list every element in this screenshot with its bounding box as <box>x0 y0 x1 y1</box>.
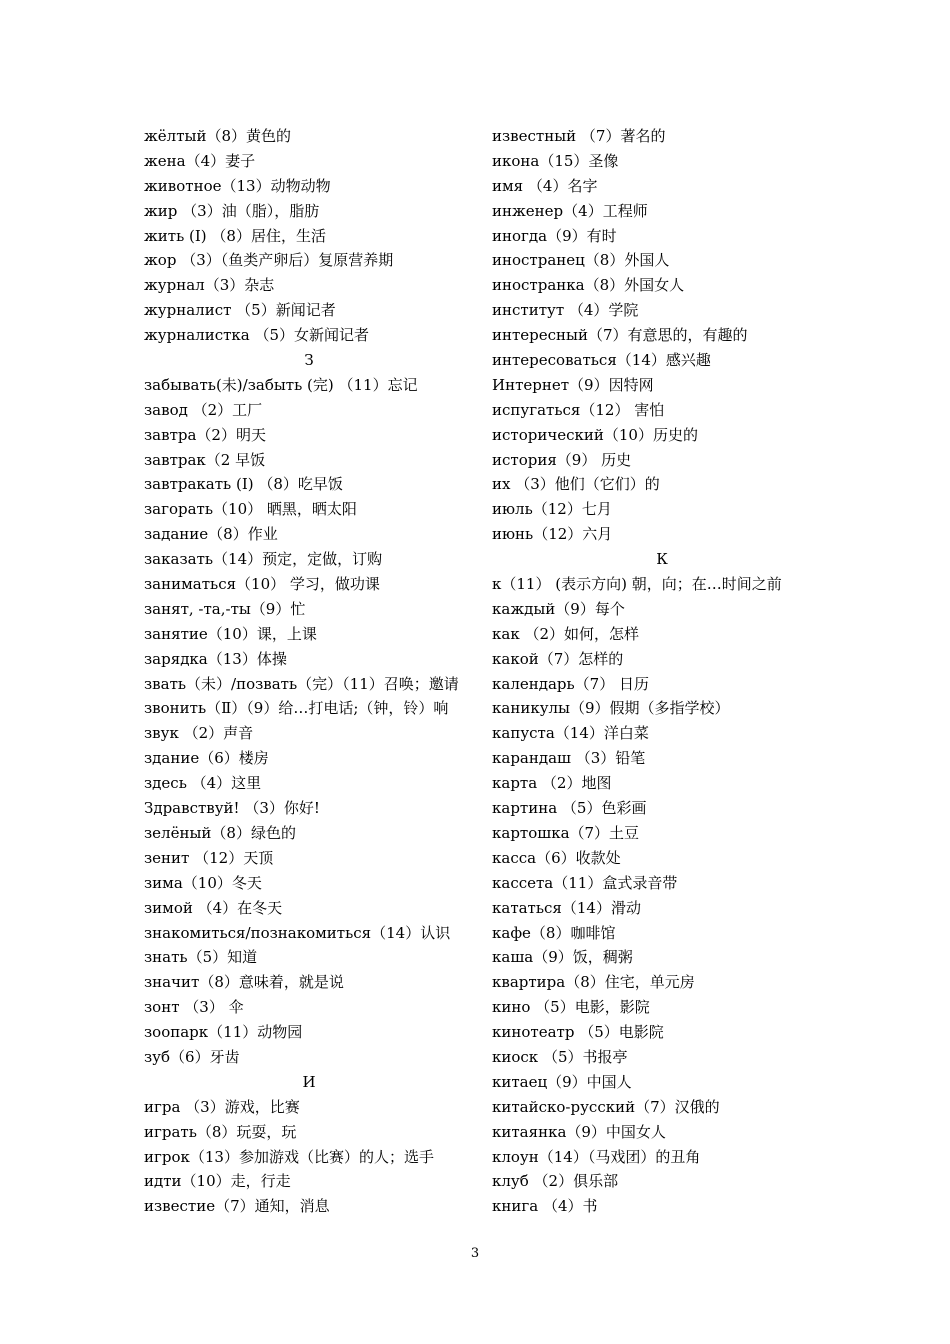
vocabulary-entry: завтракать (Ⅰ) （8）吃早饭 <box>144 475 343 494</box>
section-letter-heading: З <box>304 351 314 370</box>
vocabulary-entry: жёлтый（8）黄色的 <box>144 127 291 145</box>
vocabulary-entry: карандаш （3）铅笔 <box>492 749 646 768</box>
vocabulary-entry: июль（12）七月 <box>492 500 612 519</box>
vocabulary-entry: зимой （4）在冬天 <box>144 898 283 917</box>
vocabulary-entry: здесь （4）这里 <box>144 774 262 793</box>
vocabulary-entry: интересоваться（14）感兴趣 <box>492 351 711 370</box>
vocabulary-entry: их （3）他们（它们）的 <box>492 475 660 494</box>
vocabulary-entry: иногда（9）有时 <box>492 226 617 245</box>
vocabulary-entry: звук （2）声音 <box>144 724 254 743</box>
vocabulary-entry: жить (Ⅰ) （8）居住，生活 <box>144 226 326 245</box>
vocabulary-entry: задание（8）作业 <box>144 525 278 544</box>
vocabulary-entry: картина （5）色彩画 <box>492 799 647 818</box>
vocabulary-entry: значит（8）意味着，就是说 <box>144 973 344 992</box>
vocabulary-entry: завтрак（2 早饭 <box>144 450 266 469</box>
vocabulary-entry: жор （3）（鱼类产卵后）复原营养期 <box>144 251 394 270</box>
vocabulary-entry: квартира（8）住宅，单元房 <box>492 973 695 992</box>
vocabulary-entry: картошка（7）土豆 <box>492 823 640 842</box>
vocabulary-entry: занят, -та,-ты（9）忙 <box>144 599 306 618</box>
section-letter-heading: И <box>302 1072 316 1091</box>
vocabulary-entry: иностранка（8）外国女人 <box>492 276 685 295</box>
section-letter-heading: К <box>656 550 668 569</box>
vocabulary-entry: киоск （5）书报亭 <box>492 1047 628 1066</box>
vocabulary-entry: журналист （5）新闻记者 <box>144 301 336 320</box>
vocabulary-entry: заниматься（10） 学习，做功课 <box>144 575 380 594</box>
vocabulary-entry: жир （3）油（脂），脂肪 <box>144 201 320 220</box>
vocabulary-entry: кино （5）电影，影院 <box>492 998 650 1017</box>
vocabulary-entry: известие（7）通知，消息 <box>144 1197 330 1216</box>
vocabulary-entry: испугаться（12） 害怕 <box>492 400 665 419</box>
vocabulary-entry: кассета（11）盒式录音带 <box>492 873 678 892</box>
vocabulary-entry: загорать（10） 晒黑，晒太阳 <box>144 500 357 519</box>
vocabulary-entry: китайско-русский（7）汉俄的 <box>492 1097 720 1116</box>
vocabulary-entry: зима（10）冬天 <box>144 873 262 892</box>
vocabulary-entry: китаец（9）中国人 <box>492 1072 632 1091</box>
vocabulary-entry: каникулы（9）假期（多指学校） <box>492 699 730 718</box>
vocabulary-entry: исторический（10）历史的 <box>492 425 698 444</box>
vocabulary-entry: забывать(未)/забыть (完) （11）忘记 <box>144 375 418 394</box>
vocabulary-entry: интересный（7）有意思的，有趣的 <box>492 326 748 345</box>
vocabulary-entry: зелёный（8）绿色的 <box>144 823 296 842</box>
vocabulary-entry: звать（未）/позвать（完）（11）召唤；邀请 <box>144 674 459 693</box>
vocabulary-entry: животное（13）动物动物 <box>144 176 331 195</box>
vocabulary-entry: инженер（4）工程师 <box>492 201 648 220</box>
vocabulary-entry: звонить（Ⅱ）（9）给…打电话;（钟，铃）响 <box>144 699 449 718</box>
vocabulary-entry: имя （4）名字 <box>492 176 598 195</box>
vocabulary-entry: игра （3）游戏，比赛 <box>144 1097 300 1116</box>
page-number: 3 <box>470 1246 480 1261</box>
vocabulary-entry: книга （4）书 <box>492 1197 598 1216</box>
vocabulary-entry: зуб（6）牙齿 <box>144 1047 240 1066</box>
vocabulary-entry: здание（6）楼房 <box>144 749 269 768</box>
vocabulary-entry: игрок（13）参加游戏（比赛）的人；选手 <box>144 1147 434 1166</box>
vocabulary-entry: завтра（2）明天 <box>144 425 266 444</box>
vocabulary-entry: касса（6）收款处 <box>492 848 621 867</box>
left-column <box>144 124 474 1219</box>
vocabulary-entry: кафе（8）咖啡馆 <box>492 923 616 942</box>
vocabulary-entry: клуб （2）俱乐部 <box>492 1172 619 1191</box>
right-column <box>492 124 832 1219</box>
vocabulary-entry: известный （7）著名的 <box>492 127 666 145</box>
vocabulary-entry: капуста（14）洋白菜 <box>492 724 649 743</box>
vocabulary-entry: занятие（10）课，上课 <box>144 624 317 643</box>
vocabulary-entry: играть（8）玩耍，玩 <box>144 1122 297 1141</box>
vocabulary-entry: заказать（14）预定，定做，订购 <box>144 550 383 569</box>
vocabulary-entry: завод （2）工厂 <box>144 400 263 419</box>
vocabulary-entry: кинотеатр （5）电影院 <box>492 1023 664 1042</box>
vocabulary-entry: как （2）如何，怎样 <box>492 624 640 643</box>
vocabulary-entry: зарядка（13）体操 <box>144 649 287 668</box>
vocabulary-entry: кататься（14）滑动 <box>492 898 641 917</box>
vocabulary-entry: к（11） (表示方向) 朝，向；在…时间之前 <box>492 575 782 594</box>
vocabulary-entry: карта （2）地图 <box>492 774 612 793</box>
vocabulary-entry: календарь（7） 日历 <box>492 674 649 693</box>
vocabulary-entry: зоопарк（11）动物园 <box>144 1023 303 1042</box>
vocabulary-entry: Интернет（9）因特网 <box>492 375 654 394</box>
vocabulary-entry: история（9） 历史 <box>492 450 632 469</box>
vocabulary-entry: иностранец（8）外国人 <box>492 251 670 270</box>
vocabulary-entry: клоун（14）（马戏团）的丑角 <box>492 1147 701 1166</box>
vocabulary-entry: каша（9）饭，稠粥 <box>492 948 633 967</box>
vocabulary-entry: знать（5）知道 <box>144 948 258 967</box>
vocabulary-entry: идти（10）走，行走 <box>144 1172 291 1191</box>
vocabulary-entry: китаянка（9）中国女人 <box>492 1122 666 1141</box>
vocabulary-entry: зенит （12）天顶 <box>144 848 274 867</box>
vocabulary-entry: жена（4）妻子 <box>144 151 256 170</box>
vocabulary-entry: знакомиться/познакомиться（14）认识 <box>144 923 451 942</box>
vocabulary-entry: июнь（12）六月 <box>492 525 613 544</box>
vocabulary-entry: журналистка （5）女新闻记者 <box>144 326 370 345</box>
vocabulary-entry: институт （4）学院 <box>492 301 639 320</box>
vocabulary-entry: зонт （3） 伞 <box>144 998 244 1017</box>
vocabulary-entry: икона（15）圣像 <box>492 151 619 170</box>
vocabulary-entry: каждый（9）每个 <box>492 599 625 618</box>
vocabulary-entry: журнал（3）杂志 <box>144 276 275 295</box>
vocabulary-entry: Здравствуй! （3）你好! <box>144 799 320 818</box>
vocabulary-entry: какой（7）怎样的 <box>492 649 624 668</box>
